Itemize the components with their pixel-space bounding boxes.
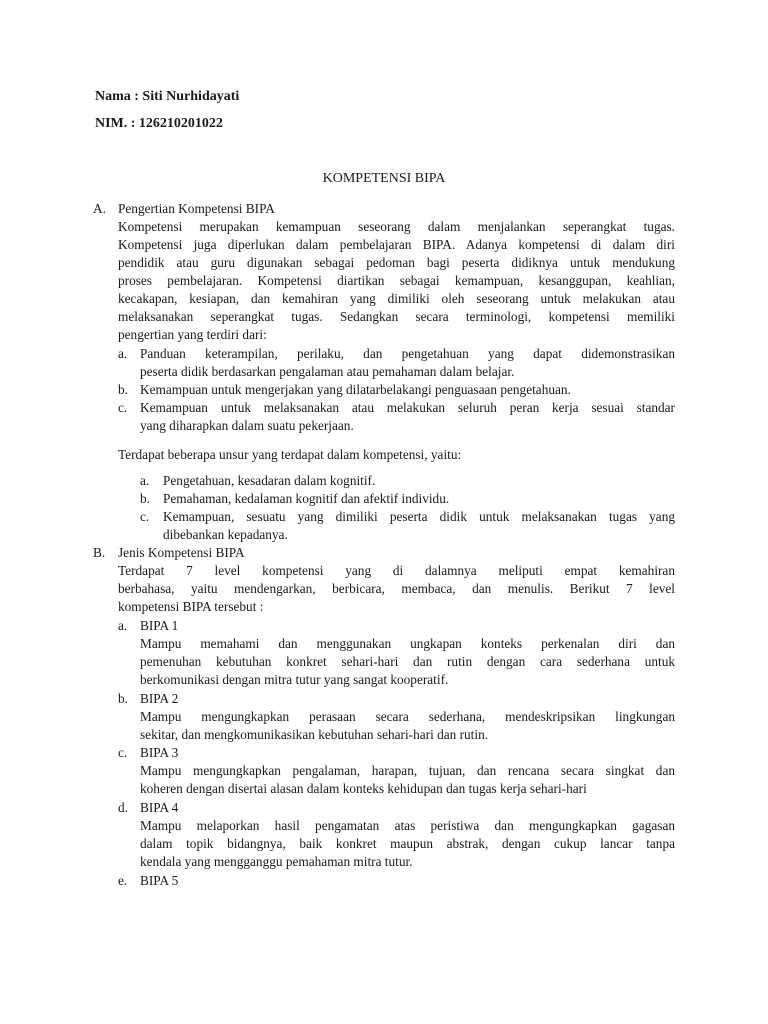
list-item-line: Kemampuan, sesuatu yang dimiliki peserta didik untuk melaksanakan tugas yang xyxy=(163,509,675,524)
unsur-intro: Terdapat beberapa unsur yang terdapat dalam kompetensi, yaitu: xyxy=(118,447,462,462)
level-marker: b. xyxy=(118,691,128,706)
paragraph-line: proses pembelajaran. Kompetensi diartikan sebagai kemampuan, kesanggupan, keahlian, xyxy=(118,273,675,288)
paragraph-line: kompetensi BIPA tersebut : xyxy=(118,599,264,614)
level-line: pemenuhan kebutuhan konkret sehari-hari dan rutin dengan cara sederhana untuk xyxy=(140,654,675,669)
level-title: BIPA 1 xyxy=(140,618,179,633)
level-line: dalam topik bidangnya, baik konkret maupun abstrak, dengan cukup lancar tanpa xyxy=(140,836,675,851)
list-item-line: dibebankan kepadanya. xyxy=(163,527,288,542)
paragraph-line: Kompetensi merupakan kemampuan seseorang dalam menjalankan seperangkat tugas. xyxy=(118,219,675,234)
level-line: kendala yang mengganggu pemahaman mitra tutur. xyxy=(140,854,413,869)
list-marker: a. xyxy=(118,346,128,361)
student-name: Nama : Siti Nurhidayati xyxy=(95,89,240,104)
level-line: berkomunikasi dengan mitra tutur yang sangat kooperatif. xyxy=(140,672,449,687)
level-description xyxy=(140,817,675,871)
list-item xyxy=(140,381,675,399)
paragraph-line: Kompetensi juga diperlukan dalam pembelajaran BIPA. Adanya kompetensi di dalam diri xyxy=(118,237,675,252)
level-line: Mampu melaporkan hasil pengamatan atas peristiwa dan mengungkapkan gagasan xyxy=(140,818,675,833)
level-description xyxy=(140,762,675,798)
list-item-line: Panduan keterampilan, perilaku, dan pengetahuan yang dapat didemonstrasikan xyxy=(140,346,675,361)
level-line: Mampu memahami dan menggunakan ungkapan konteks perkenalan diri dan xyxy=(140,636,675,651)
section-a-paragraph xyxy=(118,218,675,344)
level-line: Mampu mengungkapkan pengalaman, harapan, tujuan, dan rencana secara singkat dan xyxy=(140,763,675,778)
list-item xyxy=(140,399,675,435)
list-marker: b. xyxy=(140,491,150,506)
list-item-line: Kemampuan untuk mengerjakan yang dilatarbelakangi penguasaan pengetahuan. xyxy=(140,382,571,397)
section-a-letter: A. xyxy=(93,201,106,216)
section-a-heading: Pengertian Kompetensi BIPA xyxy=(118,201,275,216)
list-marker: b. xyxy=(118,382,128,397)
level-line: Mampu mengungkapkan perasaan secara sederhana, mendeskripsikan lingkungan xyxy=(140,709,675,724)
level-title: BIPA 3 xyxy=(140,745,179,760)
section-b-letter: B. xyxy=(93,545,106,560)
list-marker: c. xyxy=(140,509,150,524)
section-b-paragraph xyxy=(118,562,675,616)
list-item-line: peserta didik berdasarkan pengalaman atau pemahaman dalam belajar. xyxy=(140,364,515,379)
list-item: Pemahaman, kedalaman kognitif dan afektif individu. xyxy=(163,491,450,506)
list-item: Pengetahuan, kesadaran dalam kognitif. xyxy=(163,473,376,488)
paragraph-line: berbahasa, yaitu mendengarkan, berbicara, membaca, dan menulis. Berikut 7 level xyxy=(118,581,675,596)
level-marker: e. xyxy=(118,873,128,888)
paragraph-line: melaksanakan seperangkat tugas. Sedangkan secara terminologi, kompetensi memiliki xyxy=(118,309,675,324)
paragraph-line: kecakapan, kesiapan, dan kemahiran yang dimiliki oleh seseorang untuk melakukan atau xyxy=(118,291,675,306)
list-item xyxy=(140,345,675,381)
list-item-line: Kemampuan untuk melaksanakan atau melakukan seluruh peran kerja sesuai standar xyxy=(140,400,675,415)
list-marker: a. xyxy=(140,473,150,488)
document-title: KOMPETENSI BIPA xyxy=(322,171,446,186)
level-title: BIPA 4 xyxy=(140,800,179,815)
section-b-heading: Jenis Kompetensi BIPA xyxy=(118,545,245,560)
level-description xyxy=(140,635,675,689)
level-title: BIPA 5 xyxy=(140,873,179,888)
level-title: BIPA 2 xyxy=(140,691,179,706)
list-item xyxy=(163,508,675,544)
paragraph-line: pengertian yang terdiri dari: xyxy=(118,327,267,342)
level-description xyxy=(140,708,675,744)
level-marker: c. xyxy=(118,745,128,760)
level-line: koheren dengan disertai alasan dalam konteks kehidupan dan tugas kerja sehari-hari xyxy=(140,781,587,796)
paragraph-line: Terdapat 7 level kompetensi yang di dalamnya meliputi empat kemahiran xyxy=(118,563,675,578)
level-marker: a. xyxy=(118,618,128,633)
student-nim: NIM. : 126210201022 xyxy=(95,116,223,131)
level-line: sekitar, dan mengkomunikasikan kebutuhan sehari-hari dan rutin. xyxy=(140,727,489,742)
level-marker: d. xyxy=(118,800,128,815)
list-item-line: yang diharapkan dalam suatu pekerjaan. xyxy=(140,418,354,433)
paragraph-line: pendidik atau guru digunakan sebagai pedoman bagi peserta didiknya untuk mendukung xyxy=(118,255,675,270)
list-marker: c. xyxy=(118,400,128,415)
